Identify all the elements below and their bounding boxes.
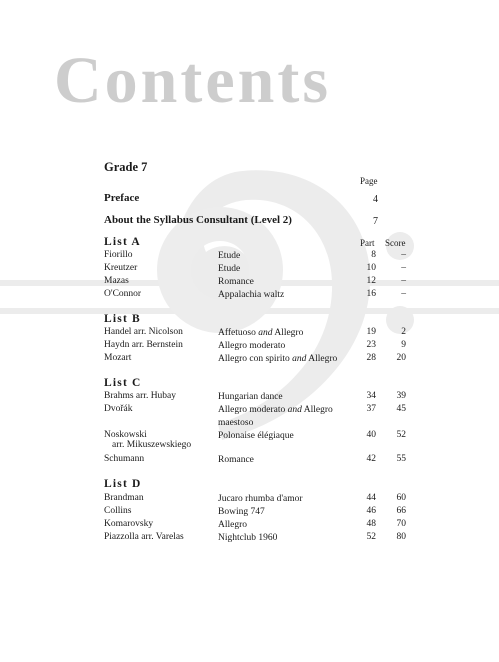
grade-heading: Grade 7 <box>104 160 148 174</box>
list-a-title: List A <box>104 236 141 248</box>
score-column-header: Score <box>385 238 406 248</box>
list-d-title: List D <box>104 478 142 490</box>
list-b-title: List B <box>104 313 141 325</box>
preface-entry[interactable]: Preface <box>104 192 140 204</box>
page-column-header: Page <box>360 176 378 186</box>
syllabus-consultant-entry[interactable]: About the Syllabus Consultant (Level 2) <box>104 214 292 226</box>
list-c-title: List C <box>104 377 142 389</box>
page-title: Contents <box>54 44 332 117</box>
syllabus-consultant-page: 7 <box>373 216 378 227</box>
preface-page: 4 <box>373 194 378 205</box>
part-column-header: Part <box>360 238 375 248</box>
